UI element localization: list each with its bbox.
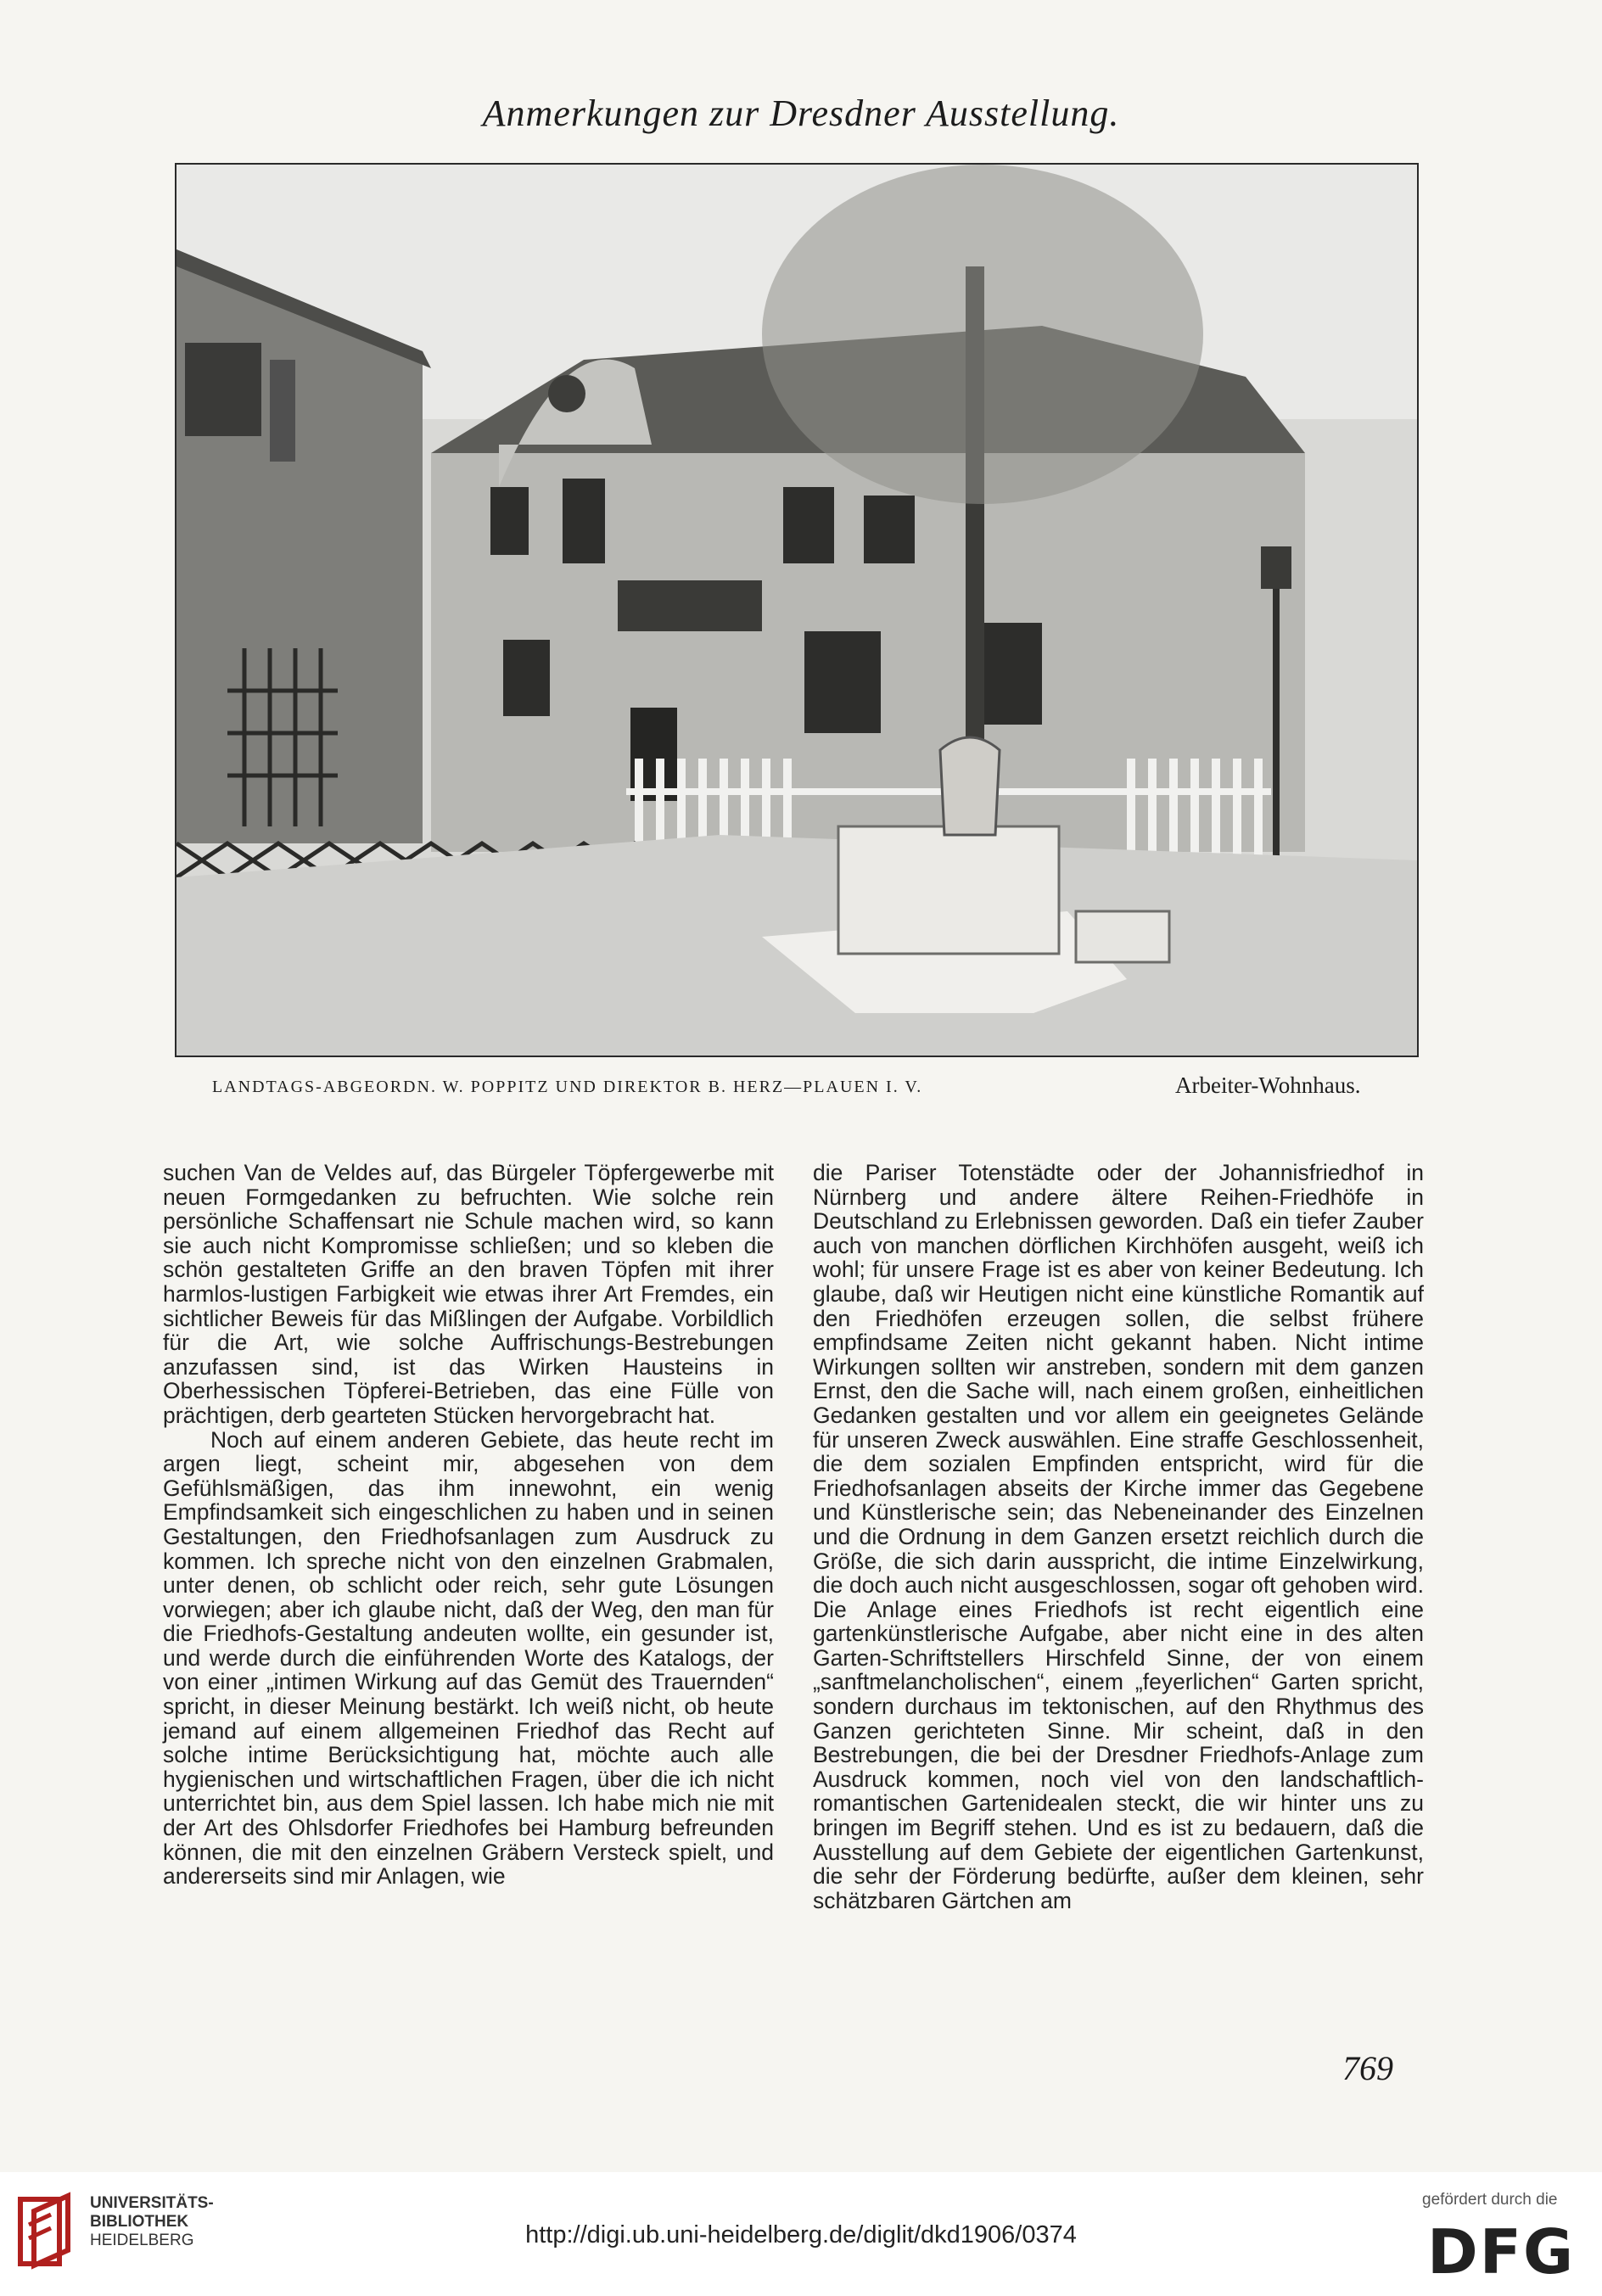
library-name-line: BIBLIOTHEK [90, 2213, 189, 2231]
photograph-house-icon [175, 163, 1419, 1057]
paragraph: Noch auf einem anderen Gebiete, das heute recht im argen liegt, scheint mir, abgesehen von dem Gefühlsmäßigen, das ihm innewohnt, ein wenig Empfindsamkeit sich eingeschlichen zu haben und in seinen Gestaltungen, den Friedhofsanlagen zum Ausdruck zu kommen. Ich spreche nicht von den einzelnen Grabmalen, unter denen, ob schlicht oder reich, sehr gute Lösungen vorwiegen; aber ich glaube nicht, daß der Weg, den man für die Friedhofs-Gestaltung andeuten wollte, ein gesunder ist, und werde durch die einführenden Worte des Katalogs, der von einer „intimen Wirkung auf das Gemüt des Trauernden“ spricht, in dieser Meinung bestärkt. Ich weiß nicht, ob heute jemand auf einem allgemeinen Friedhof das Recht auf solche intime Berücksichtigung hat, möchte auch alle hygienischen und wirtschaftlichen Fragen, über die ich nicht unterrichtet bin, aus dem Spiel lassen. Ich habe mich nie mit der Art des Ohlsdorfer Friedhofes bei Hamburg befreunden können, die mit den einzelnen Gräbern Versteck spielt, und andererseits sind mir Anlagen, wie [163, 1426, 774, 1890]
sponsor-label: gefördert durch die [1422, 2191, 1558, 2209]
footer-bar [0, 2172, 1602, 2296]
running-head: Anmerkungen zur Dresdner Ausstellung. [482, 92, 1120, 134]
library-name-line: HEIDELBERG [90, 2232, 194, 2249]
text-column-left [163, 1161, 774, 1889]
permalink-url[interactable]: http://digi.ub.uni-heidelberg.de/diglit/dkd1906/0374 [525, 2221, 1077, 2248]
figure-caption-credit: LANDTAGS-ABGEORDN. W. POPPITZ UND DIREKTOR B. HERZ—PLAUEN I. V. [212, 1078, 923, 1096]
text-column-right [813, 1161, 1424, 1912]
figure-caption-title: Arbeiter-Wohnhaus. [1175, 1072, 1361, 1098]
paragraph: die Pariser Totenstädte oder der Johannisfriedhof in Nürnberg und andere ältere Reihen-Friedhöfe in Deutschland zu Erlebnissen geworden. Daß ein tiefer Zauber auch von manchen dörflichen Kirchhöfen ausgeht, weiß ich wohl; für unsere Frage ist es aber von keiner Bedeutung. Ich glaube, daß wir Heutigen nicht eine künstliche Romantik auf den Friedhöfen erzeugen sollen, die selbst frühere empfindsame Zeiten nicht gekannt haben. Nicht intime Wirkungen sollten wir anstreben, sondern mit dem ganzen Ernst, den die Sache will, nach einem großen, einheitlichen Gedanken gestalten und vor allem ein geeignetes Gelände für unseren Zweck auswählen. Eine straffe Geschlossenheit, die dem sozialen Empfinden entspricht, wird für die Friedhofsanlagen abseits der Kirche immer das Gegebene und Künstlerische sein; das Nebeneinander des Einzelnen und die Ordnung in dem Ganzen ersetzt reichlich durch die Größe, die sich darin ausspricht, die intime Einzelwirkung, die doch auch nicht ausgeschlossen, sogar oft gehoben wird. Die Anlage eines Friedhofs ist recht eigentlich eine gartenkünstlerische Aufgabe, aber nicht eine in des alten Garten-Schriftstellers Hirschfeld Sinne, der von einem „sanftmelancholischen“, einem „feyerlichen“ Garten spricht, sondern durchaus im tektonischen, auf den Rhythmus des Ganzen gerichteten Sinne. Mir scheint, daß in den Bestrebungen, die bei der Dresdner Friedhofs-Anlage zum Ausdruck kommen, noch viel von den landschaftlich-romantischen Gartenidealen steckt, die wir hinter uns zu bringen im Begriff stehen. Und es ist zu bedauern, daß die Ausstellung auf dem Gebiete der eigentlichen Gartenkunst, die sehr der Förderung bedürfte, außer dem kleinen, sehr schätzbaren Gärtchen am [813, 1160, 1424, 1913]
page-number: 769 [1342, 2049, 1393, 2087]
paragraph: suchen Van de Veldes auf, das Bürgeler Töpfergewerbe mit neuen Formgedanken zu befruchten. Wie solche rein persönliche Schaffensart nie Schule machen wird, so kann sie auch nicht Kompromisse schließen; und so kleben die schön gestalteten Griffe an den braven Töpfen mit ihrer harmlos-lustigen Farbigkeit wie etwas ihrer Art Fremdes, ein sichtlicher Beweis für das Mißlingen der Aufgabe. Vorbildlich für die Art, wie solche Auffrischungs-Bestrebungen anzufassen sind, ist das Wirken Hausteins in Oberhessischen Töpferei-Betrieben, das eine Fülle von prächtigen, derb gearteten Stücken hervorgebracht hat. [163, 1160, 774, 1428]
dfg-logo[interactable]: DFG [1427, 2216, 1576, 2288]
library-name-line: UNIVERSITÄTS- [90, 2194, 214, 2212]
